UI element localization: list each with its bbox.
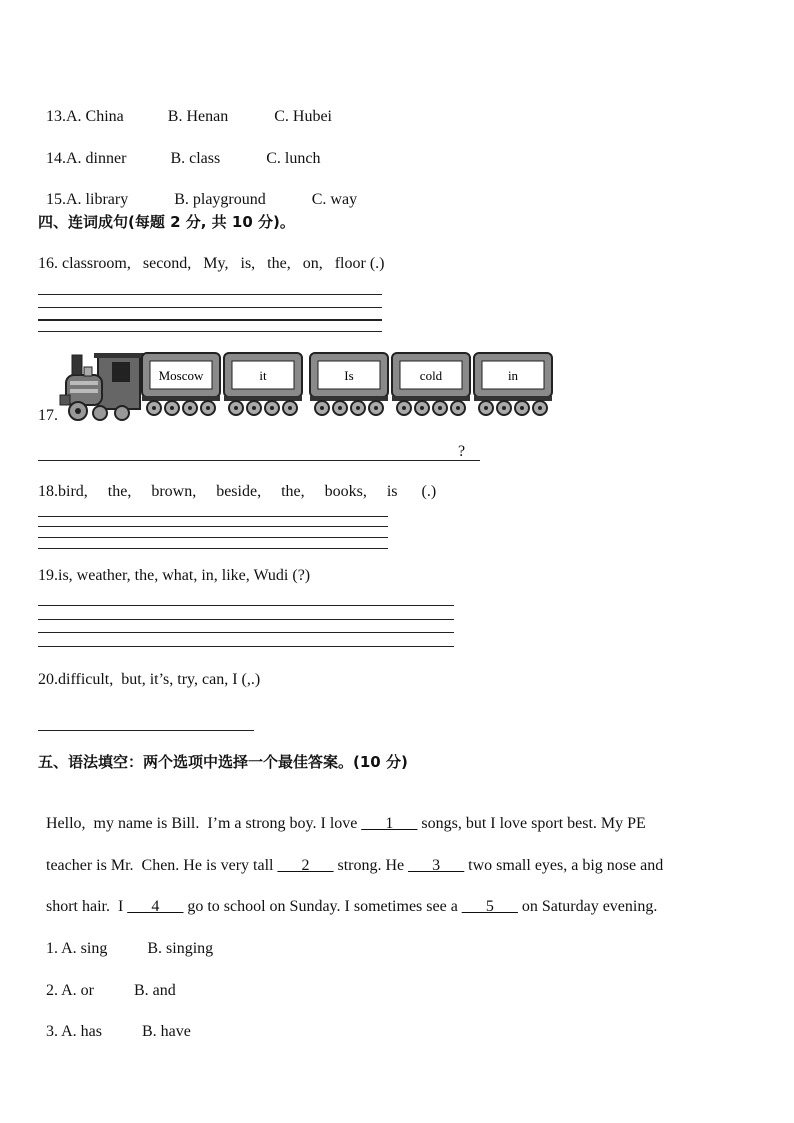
wagon — [224, 353, 302, 415]
question-18: 18.bird, the, brown, beside, the, books, is (.) — [38, 483, 437, 500]
question-16: 16. classroom, second, My, is, the, on, floor (.) — [38, 255, 385, 272]
locomotive-icon — [60, 353, 144, 420]
wagon-word: Moscow — [158, 368, 204, 383]
blank-4[interactable]: ___4___ — [127, 898, 184, 915]
passage-text: two small eyes, a big nose and — [464, 857, 664, 874]
answer-line[interactable] — [38, 460, 480, 461]
answer-line[interactable] — [38, 307, 382, 308]
blank-1[interactable]: ___1___ — [361, 815, 418, 832]
wagon-word: in — [507, 368, 519, 383]
answer-line[interactable] — [38, 516, 388, 517]
wagon-word: it — [259, 368, 267, 383]
wagon — [142, 353, 220, 415]
answer-line[interactable] — [38, 537, 388, 538]
question-number: 13. — [46, 108, 66, 125]
option-a: 2. A. or — [46, 982, 94, 999]
option-c: C. way — [311, 191, 358, 208]
option-b: B. have — [142, 1023, 191, 1040]
option-a: A. library — [66, 191, 129, 208]
question-15 — [38, 170, 357, 210]
wagon-word: Is — [344, 368, 354, 383]
passage-text: strong. He — [333, 857, 409, 874]
answer-line[interactable] — [38, 632, 454, 633]
blank-3[interactable]: ___3___ — [408, 857, 465, 874]
wagon — [310, 353, 388, 415]
question-13 — [38, 87, 332, 127]
wagon — [392, 353, 470, 415]
question-number: 15. — [46, 191, 66, 208]
grammar-option-1 — [38, 919, 213, 959]
passage-line-3 — [38, 877, 657, 917]
answer-line[interactable] — [38, 646, 454, 647]
grammar-option-2 — [38, 961, 176, 1001]
option-b: B. Henan — [167, 108, 229, 125]
option-a: 1. A. sing — [46, 940, 108, 957]
wagon — [474, 353, 552, 415]
question-17-number: 17. — [38, 407, 58, 424]
question-number: 14. — [46, 150, 66, 167]
option-a: 3. A. has — [46, 1023, 102, 1040]
answer-line[interactable] — [38, 548, 388, 549]
passage-text: songs, but I love sport best. My PE — [417, 815, 646, 832]
answer-line[interactable] — [38, 619, 454, 620]
train-picture — [58, 349, 558, 423]
question-mark: ? — [458, 443, 466, 460]
passage-text: go to school on Sunday. I sometimes see a — [183, 898, 462, 915]
answer-line[interactable] — [38, 294, 382, 295]
answer-line[interactable] — [38, 730, 254, 731]
option-b: B. playground — [174, 191, 266, 208]
passage-text: on Saturday evening. — [517, 898, 658, 915]
passage-line-1 — [38, 794, 646, 834]
section-5-heading: 五、语法填空：两个选项中选择一个最佳答案。(10 分) — [38, 753, 408, 771]
blank-5[interactable]: ___5___ — [461, 898, 518, 915]
section-4-heading: 四、连词成句(每题 2 分, 共 10 分)。 — [38, 213, 295, 231]
question-19: 19.is, weather, the, what, in, like, Wudi (?) — [38, 567, 311, 584]
blank-2[interactable]: ___2___ — [277, 857, 334, 874]
passage-text: teacher is Mr. Chen. He is very tall — [46, 857, 278, 874]
answer-line[interactable] — [38, 331, 382, 332]
answer-line[interactable] — [38, 319, 382, 321]
option-b: B. singing — [147, 940, 214, 957]
question-20: 20.difficult, but, it’s, try, can, I (,.) — [38, 671, 261, 688]
option-c: C. lunch — [266, 150, 321, 167]
option-c: C. Hubei — [274, 108, 332, 125]
answer-line[interactable] — [38, 605, 454, 606]
wagon-word: cold — [419, 368, 443, 383]
passage-text: Hello, my name is Bill. I’m a strong boy. I love — [46, 815, 362, 832]
option-a: A. dinner — [66, 150, 127, 167]
answer-line[interactable] — [38, 526, 388, 527]
option-a: A. China — [66, 108, 124, 125]
option-b: B. class — [170, 150, 221, 167]
passage-line-2 — [38, 836, 663, 876]
option-b: B. and — [134, 982, 176, 999]
question-14 — [38, 129, 320, 169]
passage-text: short hair. I — [46, 898, 128, 915]
grammar-option-3 — [38, 1002, 191, 1042]
